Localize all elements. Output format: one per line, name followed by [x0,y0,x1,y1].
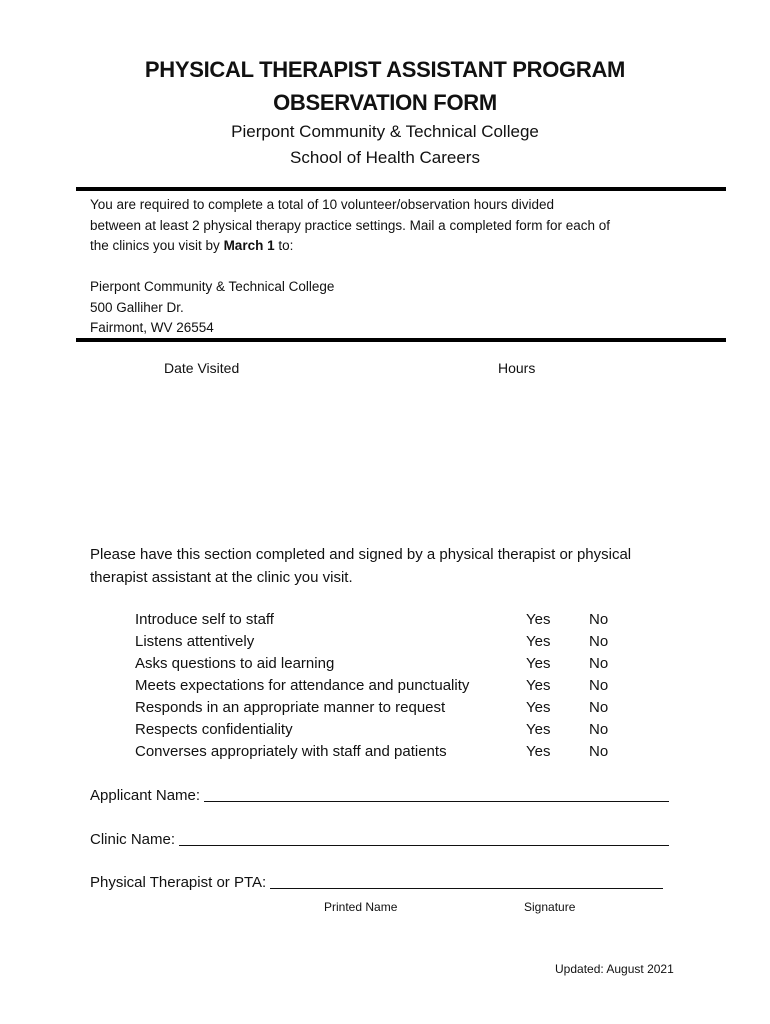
clinic-name-label: Clinic Name: [90,831,176,848]
clinic-name-line[interactable] [179,844,669,846]
eval-no-option[interactable]: No [589,655,609,672]
clinic-name-field[interactable] [90,831,669,848]
address-name: Pierpont Community & Technical College [90,279,335,294]
eval-no-option[interactable]: No [589,677,609,694]
eval-item-converses: Converses appropriately with staff and patients [135,743,447,760]
eval-no-option[interactable]: No [589,633,609,650]
instructions [90,195,610,257]
eval-yes-option[interactable]: Yes [526,699,551,716]
printed-name-caption: Printed Name [324,900,398,914]
hours-header: Hours [498,360,536,376]
date-visited-header: Date Visited [164,360,240,376]
instructions-line-3-pre: the clinics you visit by [90,238,224,253]
instructions-line-1: You are required to complete a total of 10 volunteer/observation hours divided [90,197,555,212]
college-name: Pierpont Community & Technical College [231,122,539,141]
eval-item-attendance: Meets expectations for attendance and punctuality [135,677,470,694]
eval-item-questions: Asks questions to aid learning [135,655,335,672]
school-name: School of Health Careers [290,148,480,167]
deadline-date: March 1 [223,238,275,253]
therapist-line[interactable] [270,887,663,889]
instructions-line-2: between at least 2 physical therapy practice settings. Mail a completed form for each of [90,217,611,233]
eval-yes-option[interactable]: Yes [526,655,551,672]
signature-caption: Signature [524,900,576,914]
instructions-line-3 [90,236,610,257]
eval-no-option[interactable]: No [589,721,609,738]
eval-item-responds: Responds in an appropriate manner to request [135,699,446,716]
address-street: 500 Galliher Dr. [90,299,184,315]
therapist-label: Physical Therapist or PTA: [90,874,267,891]
bottom-divider [76,338,726,342]
evaluation-intro-line-2: therapist assistant at the clinic you visit. [90,569,353,586]
eval-item-listens: Listens attentively [135,633,255,650]
applicant-name-line[interactable] [204,800,669,802]
applicant-name-field[interactable] [90,787,669,804]
therapist-field[interactable] [90,874,663,891]
eval-no-option[interactable]: No [589,743,609,760]
evaluation-intro-line-1: Please have this section completed and signed by a physical therapist or physical [90,546,632,563]
evaluation-intro [90,543,631,589]
eval-no-option[interactable]: No [589,699,609,716]
eval-yes-option[interactable]: Yes [526,611,551,628]
applicant-name-label: Applicant Name: [90,787,201,804]
eval-yes-option[interactable]: Yes [526,721,551,738]
eval-yes-option[interactable]: Yes [526,743,551,760]
top-divider [76,187,726,191]
page-title-line-1: PHYSICAL THERAPIST ASSISTANT PROGRAM [144,57,626,82]
instructions-line-3-post: to: [274,238,294,253]
eval-no-option[interactable]: No [589,611,609,628]
page-title-line-2: OBSERVATION FORM [273,90,497,115]
address-city: Fairmont, WV 26554 [90,320,214,335]
eval-yes-option[interactable]: Yes [526,633,551,650]
eval-item-confidentiality: Respects confidentiality [135,721,293,738]
eval-yes-option[interactable]: Yes [526,677,551,694]
updated-date: Updated: August 2021 [555,962,674,976]
eval-item-introduce: Introduce self to staff [135,611,274,628]
mailing-address [90,277,334,339]
